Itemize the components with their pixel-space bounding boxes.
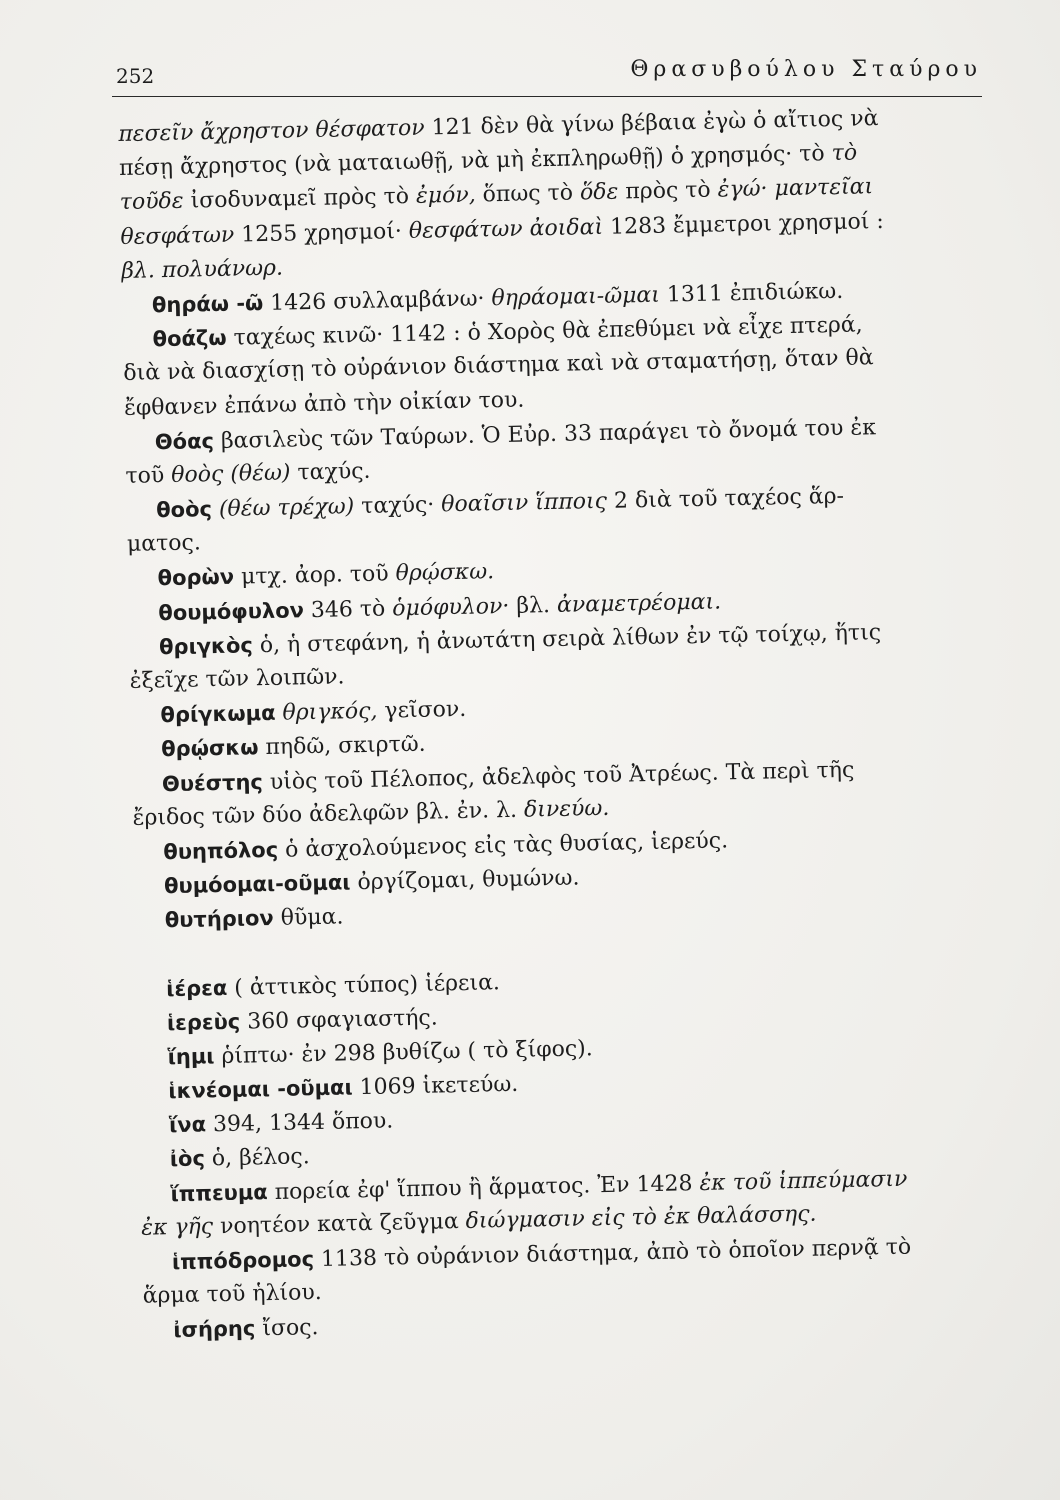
definition-text: ταχέως κινῶ· 1142 : ὁ Χορὸς θὰ ἐπεθύμει νὰ εἶχε πτερά, [226, 312, 863, 351]
definition-text: ἅρμα τοῦ ἡλίου. [142, 1280, 323, 1309]
italic-citation: θηράομαι-ῶμαι [491, 282, 661, 312]
definition-text: 1255 χρησμοί· [234, 218, 410, 248]
definition-text: βασιλεὺς τῶν Ταύρων. Ὁ Εὐρ. 33 παράγει τὸ ὄνομά του ἐκ [213, 414, 877, 454]
definition-text: 394, 1344 ὅπου. [205, 1108, 394, 1138]
italic-citation: πεσεῖν ἄχρηστον θέσφατον [118, 115, 425, 147]
italic-citation: θριγκός, [282, 698, 378, 726]
definition-text: 1069 ἱκετεύω. [352, 1071, 519, 1101]
definition-text: βλ. [509, 592, 558, 619]
definition-text: πηδῶ, σκιρτῶ. [258, 732, 426, 761]
headword: ἰὸς [169, 1146, 206, 1172]
headword: ἰσήρης [173, 1316, 256, 1343]
italic-citation: θρῴσκω. [395, 559, 495, 587]
italic-citation: ὁμόφυλον· [392, 593, 510, 621]
headword: θριγκὸς [158, 633, 254, 660]
italic-citation: μαντεῖαι [774, 174, 874, 202]
definition-text: ὅπως τὸ [475, 180, 581, 208]
italic-citation: ἐκ τοῦ ἱππεύμασιν [699, 1166, 908, 1196]
definition-text: τοῦ [125, 462, 172, 489]
headword: ἱκνέομαι -οῦμαι [168, 1075, 353, 1104]
definition-text: 121 δὲν θὰ γίνω βέβαια ἐγὼ ὁ αἴτιος νὰ [424, 106, 879, 141]
definition-text: μτχ. ἀορ. τοῦ [233, 561, 396, 591]
glossary-text [118, 100, 1014, 1349]
definition-text: 1311 ἐπιδιώκω. [659, 278, 844, 308]
definition-text: 1283 ἔμμετροι χρησμοί : [602, 208, 885, 240]
headword: θοὸς [155, 497, 213, 523]
definition-text: ( ἀττικὸς τύπος) ἱέρεια. [227, 969, 501, 1001]
definition-text: ἔριδος τῶν δύο ἀδελφῶν βλ. ἐν. λ. [132, 797, 525, 831]
definition-text: θῦμα. [273, 904, 344, 932]
definition-text: διὰ νὰ διασχίσῃ τὸ οὐράνιον διάστημα καὶ νὰ σταματήσῃ, ὅταν θὰ [123, 345, 874, 387]
definition-text: ἔφθανεν ἐπάνω ἀπὸ τὴν οἰκίαν του. [123, 387, 525, 421]
definition-text: ῥίπτω· ἐν 298 βυθίζω ( τὸ ξίφος). [214, 1036, 594, 1070]
definition-text: υἱὸς τοῦ Πέλοπος, ἀδελφὸς τοῦ Ἀτρέως. Τὰ περὶ τῆς [262, 757, 855, 795]
definition-text: ματος. [126, 530, 202, 558]
definition-text: 360 σφαγιαστής. [239, 1005, 438, 1035]
headword: ἵππευμα [170, 1179, 268, 1206]
headword: ἱππόδρομος [171, 1247, 315, 1275]
definition-text: 346 τὸ [303, 595, 393, 623]
definition-text: 1138 τὸ οὐράνιον διάστημα, ἀπὸ τὸ ὁποῖον περνᾷ τὸ [313, 1234, 912, 1273]
italic-citation: δινεύω. [523, 795, 610, 823]
definition-text: πορεία ἐφ' ἵππου ἢ ἅρματος. Ἐν 1428 [267, 1170, 700, 1205]
italic-citation: βλ. πολυάνωρ. [120, 255, 284, 284]
headword: ἵημι [167, 1044, 215, 1070]
headword: θρῴσκω [160, 735, 259, 762]
headword: θουμόφυλον [158, 597, 305, 625]
headword: ἵνα [168, 1112, 207, 1138]
italic-citation: ἐμόν, [415, 182, 476, 210]
running-head: Θρασυβούλου Σταύρου [630, 57, 982, 82]
headword: Θυέστης [161, 769, 264, 796]
definition-text: ταχύς· [354, 492, 442, 520]
headword: θοάζω [152, 325, 227, 352]
page-number: 252 [116, 64, 155, 88]
italic-citation: ἀναμετρέομαι. [556, 589, 722, 618]
headword: θορὼν [157, 565, 235, 591]
italic-citation: (θέω τρέχω) [218, 494, 355, 523]
headword: θηράω -ῶ [151, 290, 264, 318]
headword: Θόας [154, 428, 215, 454]
italic-citation: θεσφάτων [120, 222, 235, 250]
definition-text: γεῖσον. [377, 697, 467, 724]
headword: ἱέρεα [165, 975, 228, 1001]
italic-citation: ἐγώ· [717, 176, 768, 203]
page-header [112, 44, 982, 97]
italic-citation: θεσφάτων ἀοιδαὶ [408, 214, 604, 244]
headword: θρίγκωμα [160, 701, 276, 728]
definition-text: ἴσος. [255, 1315, 319, 1342]
headword: θυμόομαι-οῦμαι [163, 870, 351, 899]
definition-text: ὁ, ἡ στεφάνη, ἡ ἀνωτάτη σειρὰ λίθων ἐν τῷ τοίχῳ, ἥτις [252, 619, 882, 659]
definition-text: ταχύς. [290, 458, 371, 486]
definition-text: νοητέον κατὰ ζεῦγμα [212, 1208, 466, 1240]
definition-text: πέσῃ ἄχρηστος (νὰ ματαιωθῇ, νὰ μὴ ἐκπληρωθῇ) ὁ χρησμός· τὸ [118, 141, 832, 182]
definition-text: 2 διὰ τοῦ ταχέος ἅρ- [606, 483, 845, 514]
italic-citation: θοὸς (θέω) [171, 460, 291, 488]
definition-text: ὁ, βέλος. [204, 1144, 310, 1172]
headword: θυηπόλος [163, 837, 279, 865]
definition-text: ἐξεῖχε τῶν λοιπῶν. [129, 664, 345, 694]
italic-citation: τὸ [831, 140, 858, 167]
definition-text: ὁ ἀσχολούμενος εἰς τὰς θυσίας, ἱερεύς. [277, 828, 729, 863]
italic-citation: θοαῖσιν ἵπποις [441, 488, 608, 518]
italic-citation: ἐκ γῆς [140, 1214, 214, 1241]
headword: θυτήριον [164, 906, 274, 933]
italic-citation: διώγμασιν εἰς τὸ ἐκ θαλάσσης. [465, 1201, 817, 1234]
definition-text: 1426 συλλαμβάνω· [263, 286, 492, 316]
definition-text: ἰσοδυναμεῖ πρὸς τὸ [183, 184, 417, 215]
definition-text: πρὸς τὸ [618, 177, 718, 205]
italic-citation: ὅδε [579, 179, 619, 206]
italic-citation: τοῦδε [119, 189, 184, 216]
headword: ἱερεὺς [166, 1009, 241, 1035]
definition-text: ὀργίζομαι, θυμώνω. [350, 865, 580, 896]
